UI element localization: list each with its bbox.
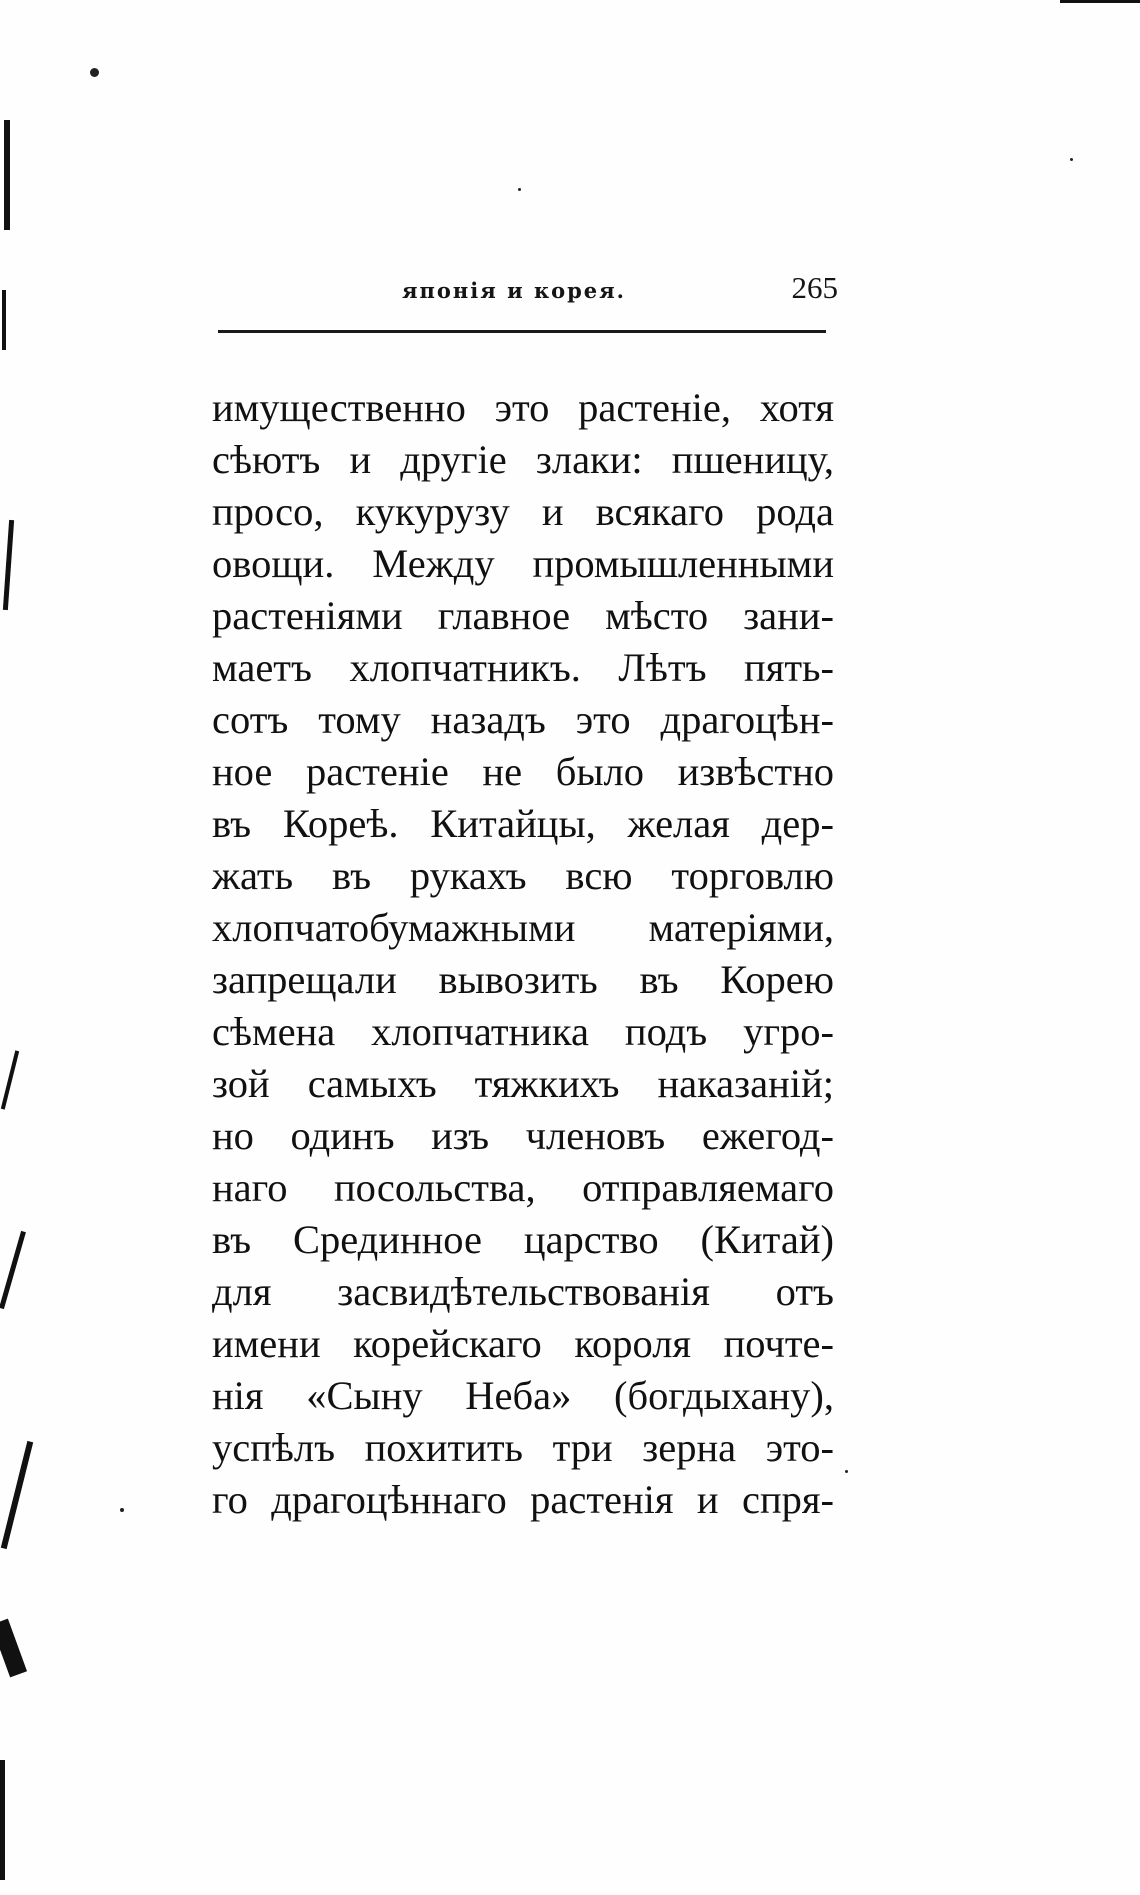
text-line: успѣлъ похитить три зерна это- <box>212 1425 834 1470</box>
running-title: японія и корея. <box>402 278 626 303</box>
scan-speck <box>1070 158 1073 161</box>
text-line: сѣмена хлопчатника подъ угро- <box>212 1009 834 1054</box>
scan-speck <box>518 188 521 191</box>
scan-artifact <box>0 1231 26 1309</box>
scan-artifact <box>4 120 10 230</box>
text-line: зой самыхъ тяжкихъ наказаній; <box>212 1061 834 1106</box>
text-line: для засвидѣтельствованія отъ <box>212 1269 834 1314</box>
text-line: жать въ рукахъ всю торговлю <box>212 853 834 898</box>
text-line: запрещали вывозить въ Корею <box>212 957 834 1002</box>
text-line: хлопчатобумажными матеріями, <box>212 905 834 950</box>
text-line: но одинъ изъ членовъ ежегод- <box>212 1113 834 1158</box>
scan-artifact <box>1060 0 1140 3</box>
text-line: въ Кореѣ. Китайцы, желая дер- <box>212 801 834 846</box>
text-line: наго посольства, отправляемаго <box>212 1165 834 1210</box>
scan-artifact <box>2 290 6 350</box>
scan-artifact <box>0 1619 27 1678</box>
text-line: маетъ хлопчатникъ. Лѣтъ пять- <box>212 645 834 690</box>
header-rule <box>218 330 826 333</box>
text-line: просо, кукурузу и всякаго рода <box>212 489 834 534</box>
scan-artifact <box>0 1760 5 1880</box>
text-line: растеніями главное мѣсто зани- <box>212 593 834 638</box>
scan-artifact <box>1 1441 33 1549</box>
scan-speck <box>120 1508 124 1512</box>
text-line: сотъ тому назадъ это драгоцѣн- <box>212 697 834 742</box>
scan-speck <box>845 1470 848 1473</box>
text-line: го драгоцѣннаго растенія и спря- <box>212 1477 834 1522</box>
text-line: ное растеніе не было извѣстно <box>212 749 834 794</box>
body-text <box>212 382 834 1526</box>
running-header <box>218 268 838 316</box>
text-line: имущественно это растеніе, хотя <box>212 385 834 430</box>
scan-artifact <box>3 520 14 610</box>
scan-speck <box>90 68 99 77</box>
scan-artifact <box>1 1050 19 1109</box>
page-number: 265 <box>791 270 838 305</box>
text-line: нія «Сыну Неба» (богдыхану), <box>212 1373 834 1418</box>
text-line: въ Срединное царство (Китай) <box>212 1217 834 1262</box>
text-line: имени корейскаго короля почте- <box>212 1321 834 1366</box>
text-line: сѣютъ и другіе злаки: пшеницу, <box>212 437 834 482</box>
text-line: овощи. Между промышленными <box>212 541 834 586</box>
